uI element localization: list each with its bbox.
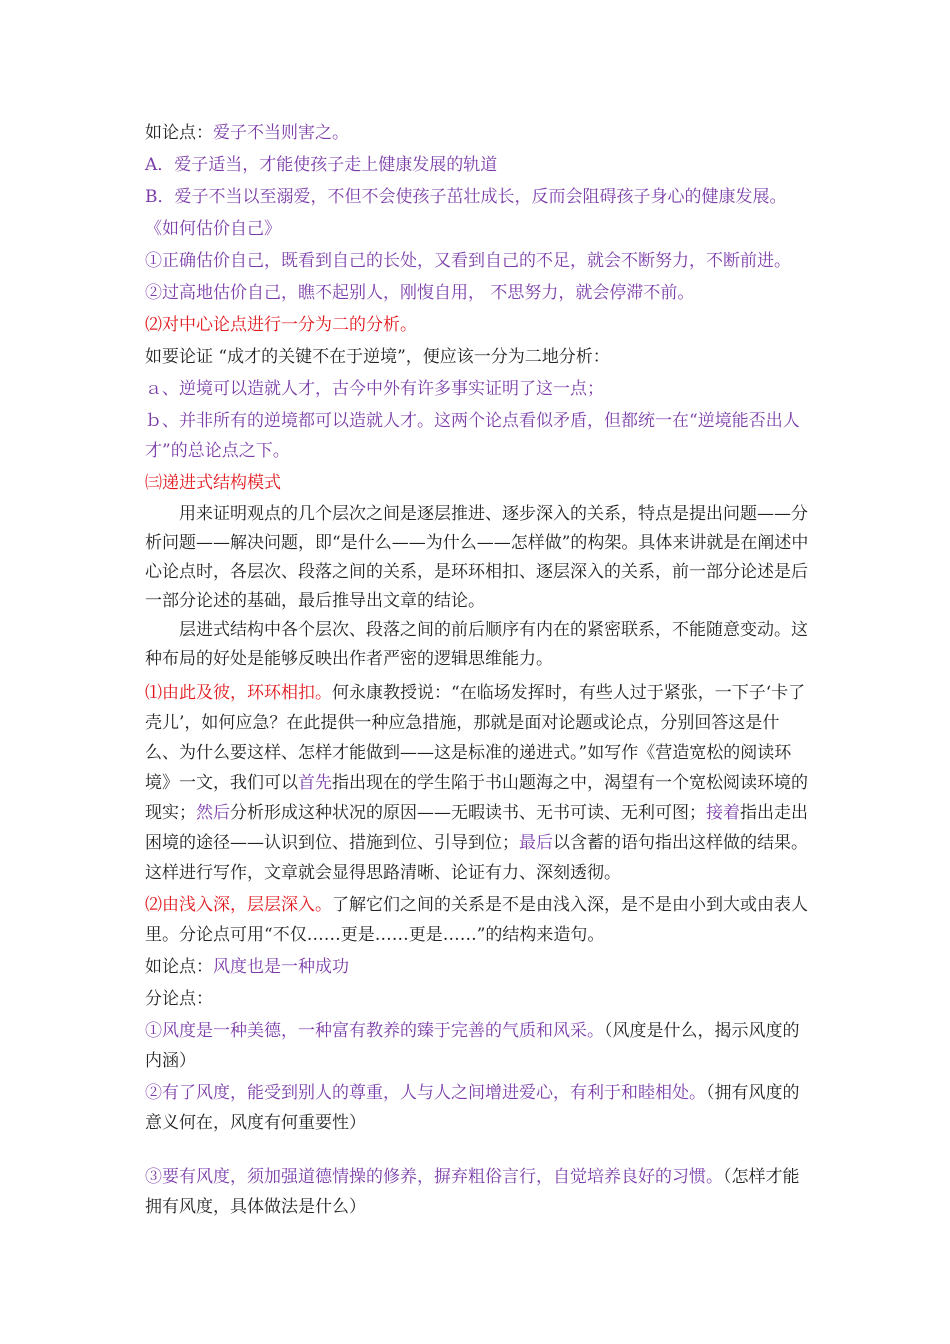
grace-point-2: ②有了风度，能受到别人的尊重，人与人之间增进爱心，有利于和睦相处。（拥有风度的意义何在，风度有何重要性） (145, 1083, 800, 1133)
subpoint-a: A．爱子适当，才能使孩子走上健康发展的轨道 (145, 155, 498, 175)
document-page (145, 118, 810, 1224)
divide-analysis-intro: 如要论证 “成才的关键不在于逆境”，便应该一分为二地分析： (145, 347, 610, 367)
keyword-next: 接着 (706, 803, 740, 823)
divide-analysis-b: ｂ、并非所有的逆境都可以造就人才。这两个论点看似矛盾，但都统一在“逆境能否出人才”的总论点之下。 (145, 411, 800, 461)
deepening-paragraph: ⑵由浅入深，层层深入。了解它们之间的关系是不是由浅入深，是不是由小到大或由表人里。分论点可用“不仅……更是……更是……”的结构来造句。 (145, 895, 808, 945)
section-heading-progressive: ㈢递进式结构模式 (145, 473, 281, 493)
divide-analysis-a: ａ、逆境可以造就人才，古今中外有许多事实证明了这一点； (145, 379, 604, 399)
subpoints-label: 分论点： (145, 989, 213, 1009)
deepening-heading: ⑵由浅入深，层层深入。 (145, 895, 332, 915)
essay-title-self-assessment: 《如何估价自己》 (145, 219, 281, 239)
self-assessment-point-2: ②过高地估价自己，瞧不起别人，刚愎自用， 不思努力，就会停滞不前。 (145, 283, 695, 303)
keyword-then: 然后 (196, 803, 230, 823)
grace-point-3: ③要有风度，须加强道德情操的修养，摒弃粗俗言行，自觉培养良好的习惯。（怎样才能拥有风度，具体做法是什么） (145, 1167, 800, 1217)
progressive-paragraph-1: 用来证明观点的几个层次之间是逐层推进、逐步深入的关系，特点是提出问题——分析问题——解决问题，即“是什么——为什么——怎样做”的构架。具体来讲就是在阐述中心论点时，各层次、段落之间的关系，是环环相扣、逐层深入的关系，前一部分论述是后一部分论述的基础，最后推导出文章的结论。 (145, 504, 809, 611)
thesis-line-1: 如论点：爱子不当则害之。 (145, 123, 349, 143)
thesis-line-2: 如论点：风度也是一种成功 (145, 957, 349, 977)
section-heading-divide-analysis: ⑵对中心论点进行一分为二的分析。 (145, 315, 417, 335)
keyword-first: 首先 (298, 773, 332, 793)
self-assessment-point-1: ①正确估价自己，既看到自己的长处，又看到自己的不足，就会不断努力，不断前进。 (145, 251, 791, 271)
progressive-paragraph-2: 层进式结构中各个层次、段落之间的前后顺序有内在的紧密联系，不能随意变动。这种布局的好处是能够反映出作者严密的逻辑思维能力。 (145, 620, 808, 669)
chain-paragraph: ⑴由此及彼，环环相扣。何永康教授说：“在临场发挥时，有些人过于紧张，一下子‘卡了壳儿’，如何应急？在此提供一种应急措施，那就是面对论题或论点，分别回答这是什么、为什么要这样、怎样才能做到——这是标准的递进式。”如写作《营造宽松的阅读环境》一文，我们可以首先指出现在的学生陷于书山题海之中，渴望有一个宽松阅读环境的现实；然后分析形成这种状况的原因——无暇读书、无书可读、无利可图；接着指出走出困境的途径——认识到位、措施到位、引导到位；最后以含蓄的语句指出这样做的结果。这样进行写作，文章就会显得思路清晰、论证有力、深刻透彻。 (145, 683, 808, 883)
thesis-value: 爱子不当则害之。 (213, 123, 349, 143)
spacer (145, 1140, 810, 1162)
keyword-finally: 最后 (519, 833, 553, 853)
subpoint-b: B．爱子不当以至溺爱，不但不会使孩子茁壮成长，反而会阻碍孩子身心的健康发展。 (145, 187, 787, 207)
thesis-value-2: 风度也是一种成功 (213, 957, 349, 977)
grace-point-1: ①风度是一种美德，一种富有教养的臻于完善的气质和风采。（风度是什么，揭示风度的内涵） (145, 1021, 800, 1071)
chain-heading: ⑴由此及彼，环环相扣。 (145, 683, 332, 703)
